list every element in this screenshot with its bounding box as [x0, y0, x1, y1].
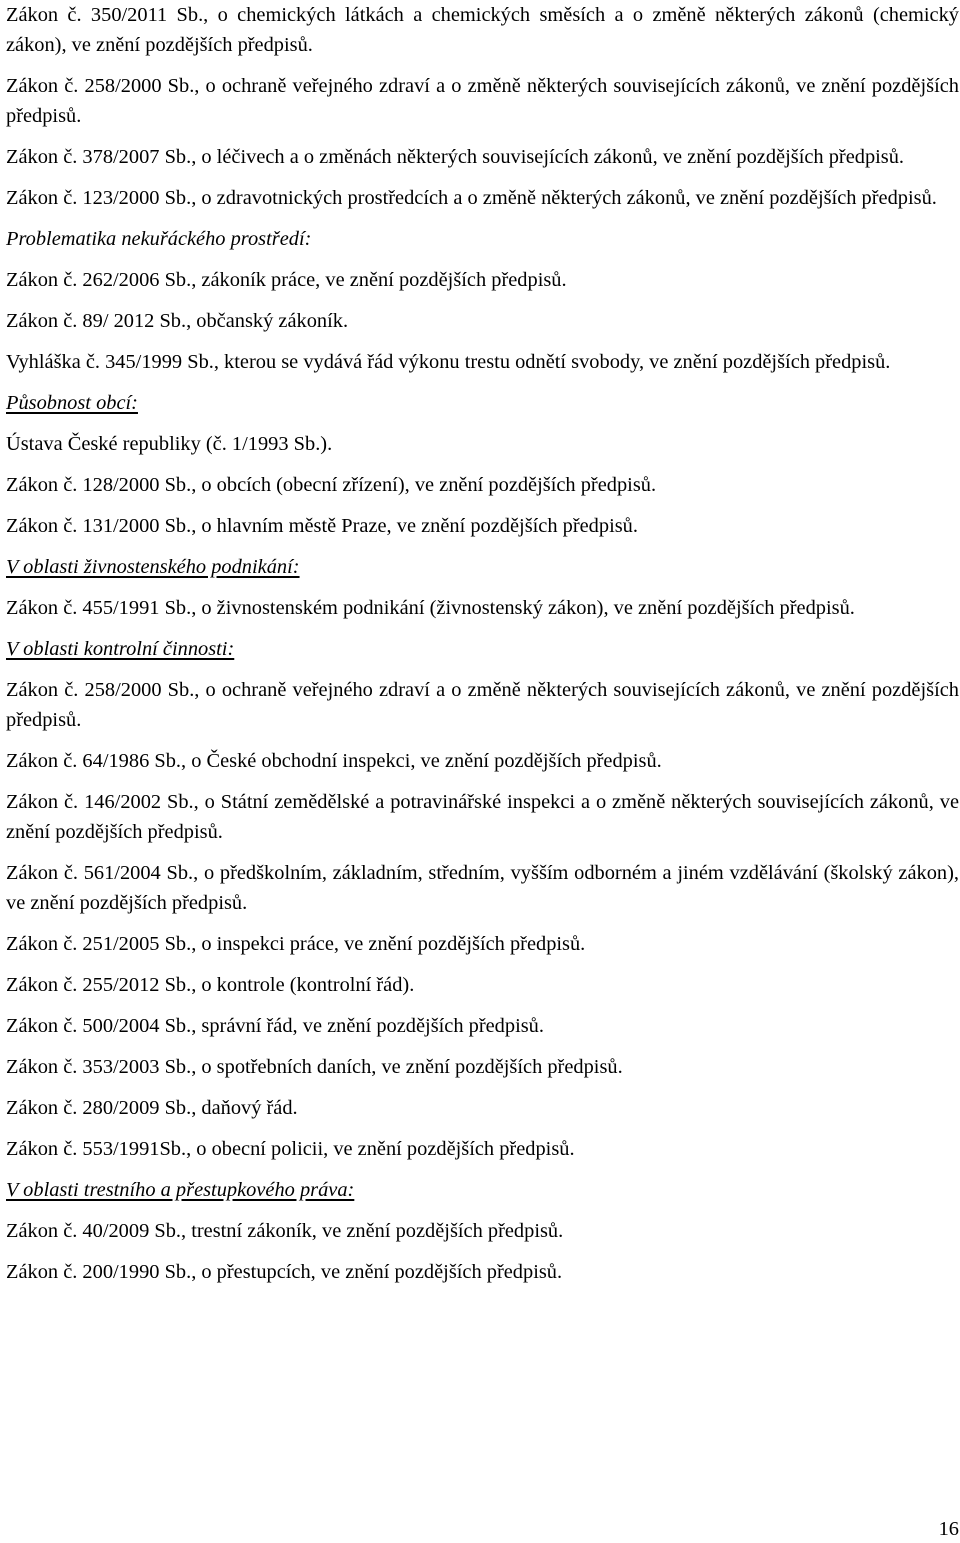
list-item: Zákon č. 561/2004 Sb., o předškolním, základním, středním, vyšším odborném a jiném vzdělávání (školský zákon), ve znění pozdějších předpisů.	[6, 862, 959, 914]
list-item: Ústava České republiky (č. 1/1993 Sb.).	[6, 433, 333, 455]
section-nonsmoking	[6, 224, 959, 377]
list-item: Zákon č. 353/2003 Sb., o spotřebních daních, ve znění pozdějších předpisů.	[6, 1056, 623, 1078]
section-items	[6, 429, 959, 541]
section-criminal	[6, 1175, 959, 1287]
list-item: Zákon č. 255/2012 Sb., o kontrole (kontrolní řád).	[6, 974, 415, 996]
section-trade	[6, 552, 959, 623]
list-item: Zákon č. 258/2000 Sb., o ochraně veřejného zdraví a o změně některých souvisejících zákonů, ve znění pozdějších předpisů.	[6, 679, 959, 731]
section-items	[6, 593, 959, 623]
list-item: Zákon č. 350/2011 Sb., o chemických látkách a chemických směsích a o změně některých zákonů (chemický zákon), ve znění pozdějších předpisů.	[6, 4, 959, 56]
list-item: Vyhláška č. 345/1999 Sb., kterou se vydává řád výkonu trestu odnětí svobody, ve znění pozdějších předpisů.	[6, 351, 891, 373]
document-body	[6, 0, 959, 1298]
section-heading: Problematika nekuřáckého prostředí:	[6, 228, 312, 250]
page-number: 16	[938, 1518, 959, 1540]
section-heading: V oblasti trestního a přestupkového práva:	[6, 1179, 355, 1201]
list-item: Zákon č. 64/1986 Sb., o České obchodní inspekci, ve znění pozdějších předpisů.	[6, 750, 662, 772]
section-items	[6, 1216, 959, 1287]
section-heading: Působnost obcí:	[6, 392, 138, 414]
list-item: Zákon č. 500/2004 Sb., správní řád, ve znění pozdějších předpisů.	[6, 1015, 544, 1037]
list-item: Zákon č. 455/1991 Sb., o živnostenském podnikání (živnostenský zákon), ve znění pozdějších předpisů.	[6, 597, 855, 619]
section-items	[6, 675, 959, 1164]
list-item: Zákon č. 89/ 2012 Sb., občanský zákoník.	[6, 310, 349, 332]
section-items	[6, 265, 959, 377]
list-item: Zákon č. 40/2009 Sb., trestní zákoník, ve znění pozdějších předpisů.	[6, 1220, 564, 1242]
intro-list	[6, 0, 959, 213]
list-item: Zákon č. 123/2000 Sb., o zdravotnických prostředcích a o změně některých zákonů, ve znění pozdějších předpisů.	[6, 187, 937, 209]
section-heading: V oblasti živnostenského podnikání:	[6, 556, 300, 578]
list-item: Zákon č. 258/2000 Sb., o ochraně veřejného zdraví a o změně některých souvisejících zákonů, ve znění pozdějších předpisů.	[6, 75, 959, 127]
list-item: Zákon č. 251/2005 Sb., o inspekci práce, ve znění pozdějších předpisů.	[6, 933, 586, 955]
list-item: Zákon č. 553/1991Sb., o obecní policii, ve znění pozdějších předpisů.	[6, 1138, 575, 1160]
list-item: Zákon č. 280/2009 Sb., daňový řád.	[6, 1097, 298, 1119]
section-municipalities	[6, 388, 959, 541]
section-inspection	[6, 634, 959, 1164]
list-item: Zákon č. 200/1990 Sb., o přestupcích, ve znění pozdějších předpisů.	[6, 1261, 563, 1283]
list-item: Zákon č. 128/2000 Sb., o obcích (obecní zřízení), ve znění pozdějších předpisů.	[6, 474, 657, 496]
list-item: Zákon č. 146/2002 Sb., o Státní zemědělské a potravinářské inspekci a o změně některých souvisejících zákonů, ve znění pozdějších předpisů.	[6, 791, 959, 843]
section-heading: V oblasti kontrolní činnosti:	[6, 638, 235, 660]
list-item: Zákon č. 378/2007 Sb., o léčivech a o změnách některých souvisejících zákonů, ve znění pozdějších předpisů.	[6, 146, 905, 168]
list-item: Zákon č. 131/2000 Sb., o hlavním městě Praze, ve znění pozdějších předpisů.	[6, 515, 638, 537]
list-item: Zákon č. 262/2006 Sb., zákoník práce, ve znění pozdějších předpisů.	[6, 269, 567, 291]
